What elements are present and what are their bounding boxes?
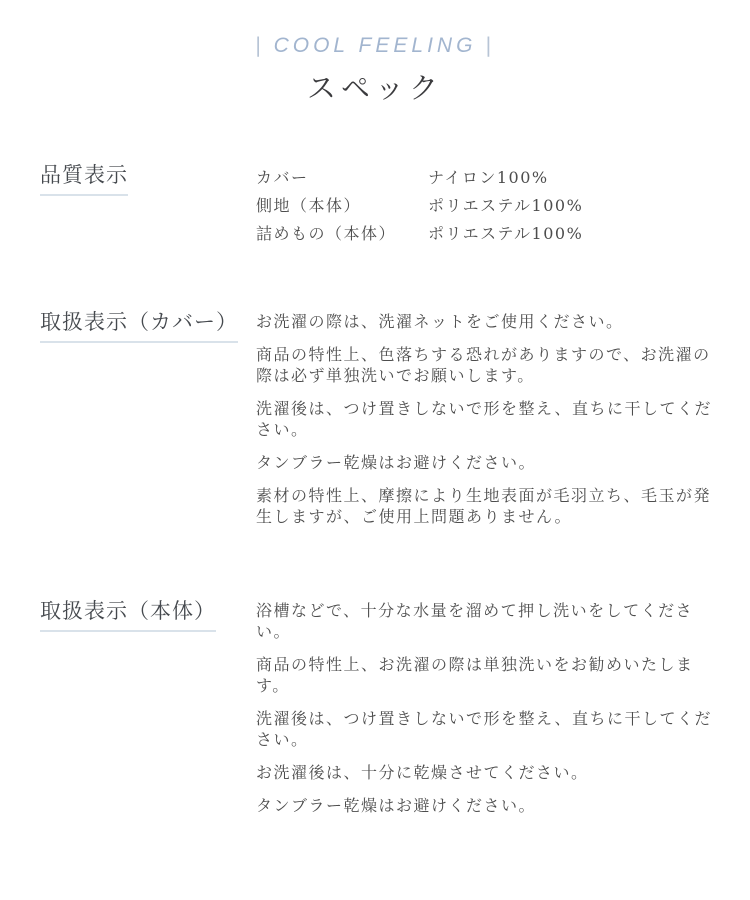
table-row [256, 220, 714, 248]
care-instruction: タンブラー乾燥はお避けください。 [256, 796, 537, 815]
spec-row-label: 詰めもの（本体） [256, 224, 397, 243]
care-instruction: 商品の特性上、お洗濯の際は単独洗いをお勧めいたします。 [256, 655, 694, 695]
section-heading-care-cover: 取扱表示（カバー） [40, 311, 238, 343]
care-cover-instructions [256, 311, 714, 527]
spec-row-label: 側地（本体） [256, 196, 362, 215]
quality-table [256, 164, 714, 248]
spec-row-label: カバー [256, 168, 309, 187]
tagline [0, 33, 750, 58]
section-care-cover-label-col [40, 311, 256, 343]
care-instruction: 洗濯後は、つけ置きしないで形を整え、直ちに干してください。 [256, 709, 712, 749]
section-quality [40, 164, 750, 248]
tagline-text: COOL FEELING [273, 34, 477, 57]
care-instruction: タンブラー乾燥はお避けください。 [256, 453, 537, 472]
page-header [0, 0, 750, 106]
page-title: スペック [306, 71, 443, 105]
table-row [256, 164, 714, 192]
care-instruction: 素材の特性上、摩擦により生地表面が毛羽立ち、毛玉が発生しますが、ご使用上問題ありません。 [256, 486, 712, 526]
spec-row-value: ポリエステル100% [428, 224, 584, 243]
section-heading-care-main: 取扱表示（本体） [40, 600, 216, 632]
care-instruction: お洗濯後は、十分に乾燥させてください。 [256, 763, 589, 782]
care-instruction: 商品の特性上、色落ちする恐れがありますので、お洗濯の際は必ず単独洗いでお願いします。 [256, 345, 711, 385]
spec-row-value: ポリエステル100% [428, 196, 584, 215]
tagline-right-bar: | [485, 34, 495, 57]
section-care-cover [40, 311, 750, 527]
care-instruction: 浴槽などで、十分な水量を溜めて押し洗いをしてください。 [256, 601, 694, 641]
spec-content [0, 164, 750, 816]
section-care-main [40, 600, 750, 816]
spec-row-value: ナイロン100% [428, 168, 549, 187]
tagline-left-bar: | [255, 34, 265, 57]
care-main-instructions [256, 600, 714, 816]
table-row [256, 192, 714, 220]
section-care-main-label-col [40, 600, 256, 632]
care-instruction: お洗濯の際は、洗濯ネットをご使用ください。 [256, 312, 624, 331]
care-instruction: 洗濯後は、つけ置きしないで形を整え、直ちに干してください。 [256, 399, 712, 439]
section-heading-quality: 品質表示 [40, 164, 128, 196]
section-quality-label-col [40, 164, 256, 196]
